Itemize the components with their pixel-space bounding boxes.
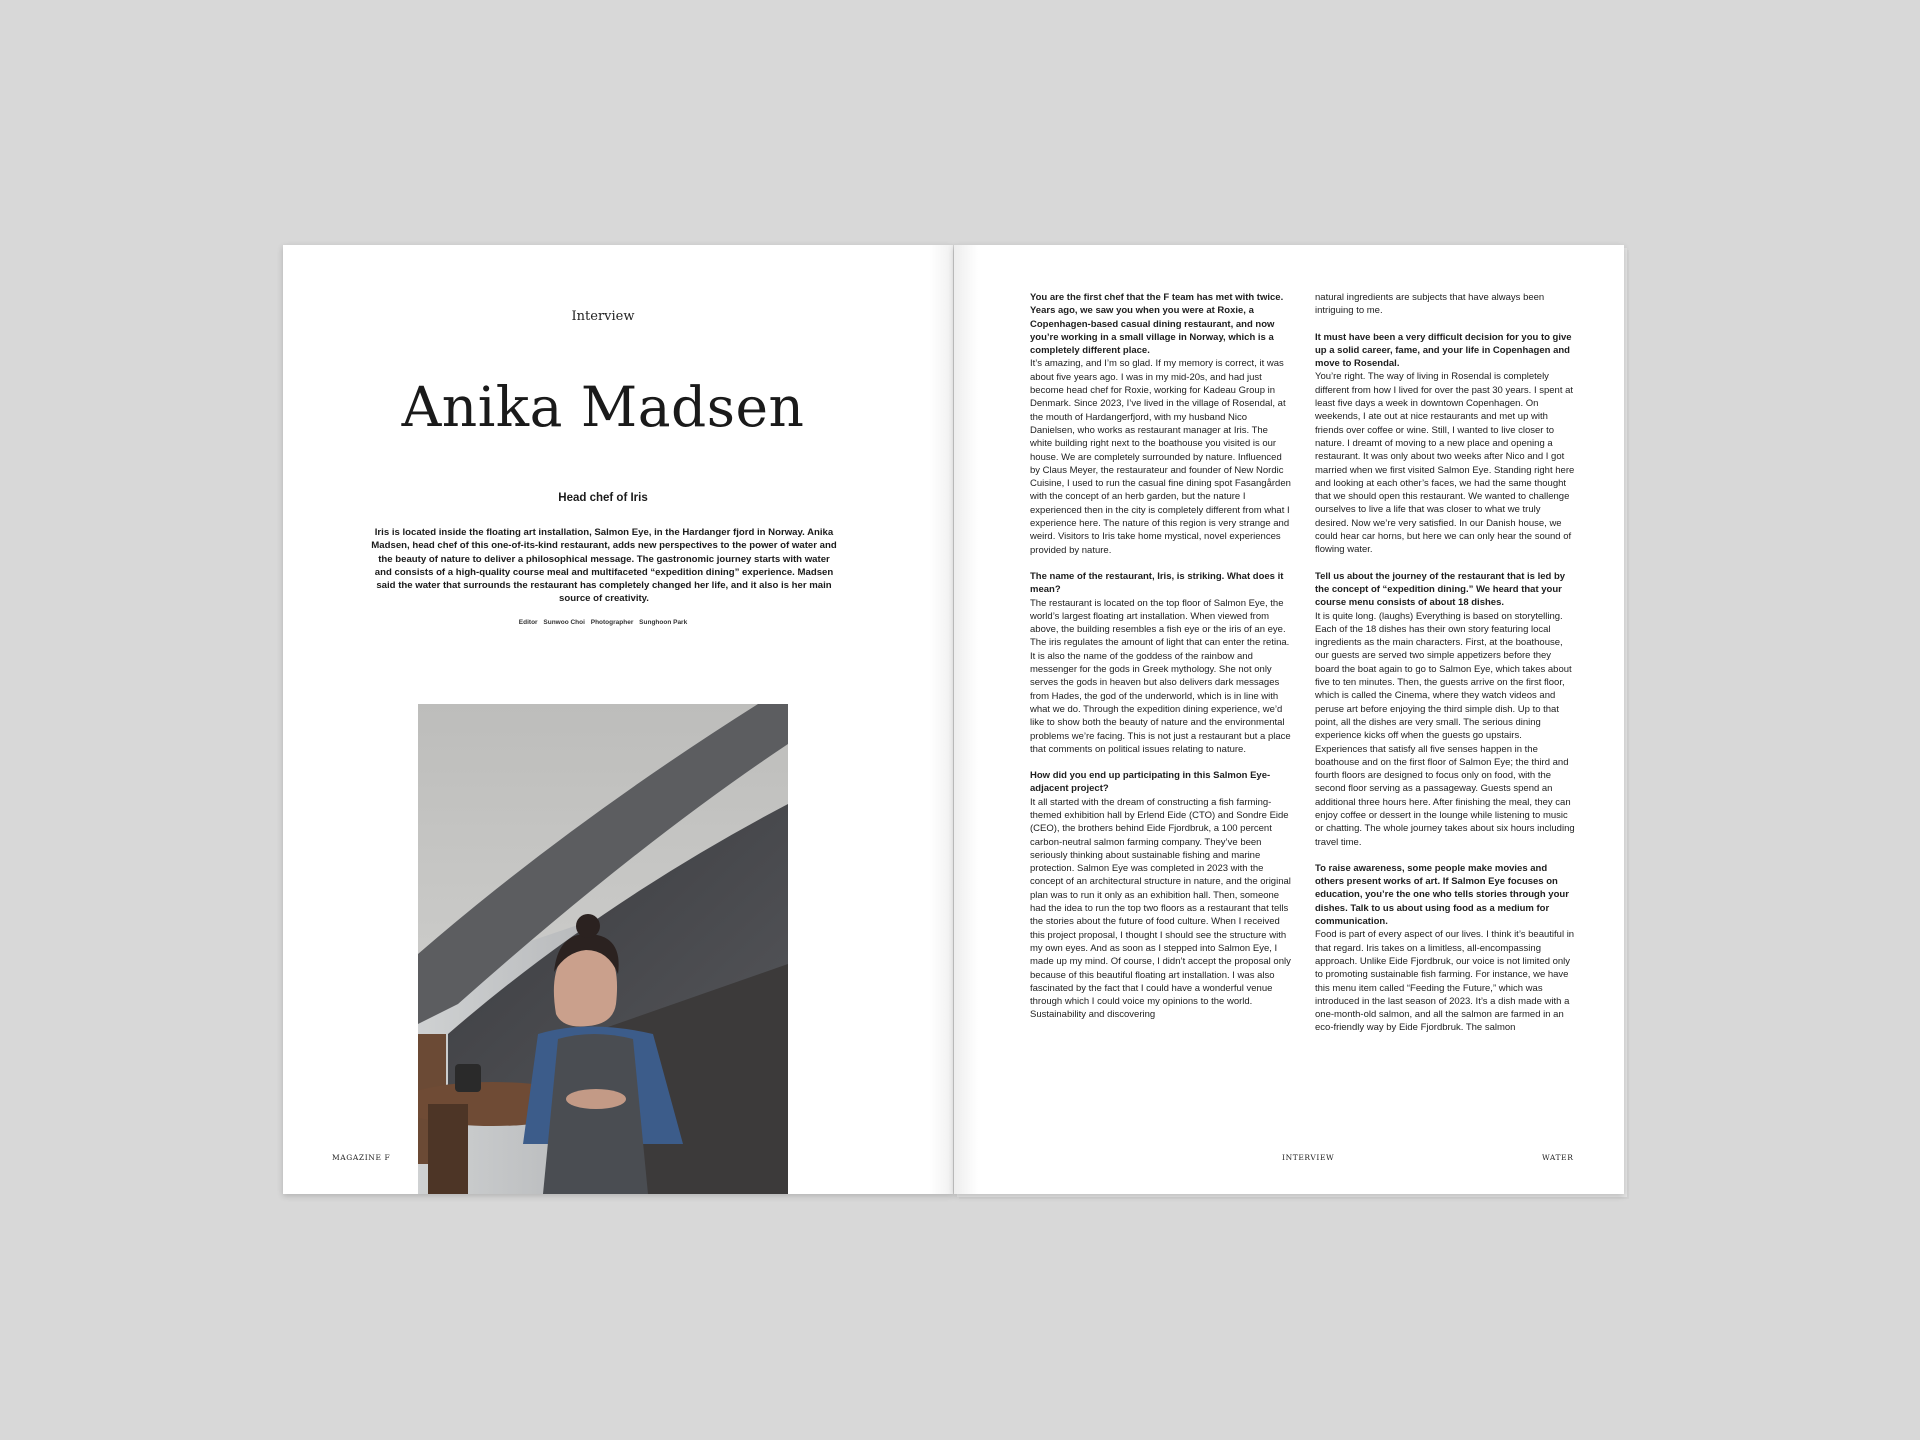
gutter-shadow xyxy=(929,245,953,1194)
interview-answer: It’s amazing, and I’m so glad. If my memory is correct, it was about five years ago. I was in my mid-20s, and had just become head chef for Roxie, working for Kadeau Group in Denmark. Since 2023, I’ve lived in the village of Rosendal, at the mouth of Hardangerfjord, with my husband Nico Danielsen, who works as restaurant manager at Iris. The white building right next to the boathouse you visited is our house. We are completely surrounded by nature. Influenced by Claus Meyer, the restaurateur and founder of New Nordic Cuisine, I used to run the casual fine dining spot Fasangården with the concept of an herb garden, but the nature I experienced then in the city is completely different from what I experience here. The nature of this region is very strange and weird. Visitors to Iris take home mystical, novel experiences provided by nature. xyxy=(1030,358,1291,556)
interview-answer: natural ingredients are subjects that have always been intriguing to me. xyxy=(1315,292,1545,317)
interview-answer: It is quite long. (laughs) Everything is based on storytelling. Each of the 18 dishes has their own story featuring local ingredients as the main characters. First, at the boathouse, our guests are served two simple appetizers before they board the boat again to go to Salmon Eye, which takes about five to ten minutes. Then, the guests arrive on the first floor, which is called the Cinema, where they watch videos and peruse art before enjoying the third simple dish. Up to that point, all the dishes are very small. The serious dining experience kicks off when the guests go upstairs. Experiences that satisfy all five senses happen in the boathouse and on the first floor of Salmon Eye; the third and fourth floors are designed to focus only on food, with the second floor serving as a passageway. Guests spend an additional three hours here. After finishing the meal, they can enjoy coffee or dessert in the lounge while listening to music or chatting. The whole journey takes about six hours including travel time. xyxy=(1315,610,1575,848)
qa-block xyxy=(1030,769,1292,1022)
interview-question: To raise awareness, some people make movies and others present works of art. If Salmon Eye focuses on education, you’re the one who tells stories through your dishes. Talk to us about using food as a medium for communication. xyxy=(1315,862,1569,928)
text-column-2 xyxy=(1315,291,1575,1048)
qa-block xyxy=(1315,862,1575,1035)
folio-section: INTERVIEW xyxy=(1282,1153,1335,1162)
left-page xyxy=(283,245,953,1194)
interview-question: Tell us about the journey of the restaurant that is led by the concept of “expedition dining.” We heard that your course menu consists of about 18 dishes. xyxy=(1315,570,1566,609)
gutter-shadow xyxy=(954,245,978,1194)
credits xyxy=(283,619,923,626)
qa-block xyxy=(1315,291,1575,318)
qa-block xyxy=(1315,331,1575,557)
folio-magazine: MAGAZINE F xyxy=(332,1153,391,1162)
folio-issue: WATER xyxy=(1542,1153,1574,1162)
qa-block xyxy=(1030,570,1292,756)
interview-question: How did you end up participating in this Salmon Eye-adjacent project? xyxy=(1030,770,1271,795)
qa-block xyxy=(1030,291,1292,557)
editor-name: Sunwoo Choi xyxy=(543,619,585,626)
editor-label: Editor xyxy=(518,619,538,626)
chef-portrait-photo xyxy=(418,704,788,1194)
interview-answer: It all started with the dream of constructing a fish farming-themed exhibition hall by Erlend Eide (CTO) and Sondre Eide (CEO), the brothers behind Eide Fjordbruk, a 100 percent carbon-neutral salmon farming company. They’ve been seriously thinking about sustainable fishing and marine protection. Salmon Eye was completed in 2023 with the concept of an architectural structure in nature, and the original plan was to run it only as an exhibition hall. Then, someone had the idea to run the top two floors as a restaurant that tells the stories about the future of food culture. When I received this project proposal, I thought I should see the structure with my own eyes. And as soon as I stepped into Salmon Eye, I made up my mind. Of course, I didn’t accept the proposal only because of this beautiful floating art installation. I was also fascinated by the fact that I could have a wonderful venue through which I could voice my opinions to the world. Sustainability and discovering xyxy=(1030,796,1291,1021)
qa-block xyxy=(1315,570,1575,849)
photographer-label: Photographer xyxy=(590,619,634,626)
interview-question: It must have been a very difficult decision for you to give up a solid career, fame, and your life in Copenhagen and move to Rosendal. xyxy=(1315,331,1572,370)
headline: Anika Madsen xyxy=(401,375,805,439)
interview-answer: The restaurant is located on the top floor of Salmon Eye, the world’s largest floating art installation. When viewed from above, the building resembles a fish eye or the iris of an eye. The iris regulates the amount of light that can enter the retina. It is also the name of the goddess of the rainbow and messenger for the gods in Greek mythology. She not only serves the gods in heaven but also delivers dark messages from Hades, the god of the underworld, which is in line with what we do. Through the expedition dining experience, we’d like to show both the beauty of nature and the environmental problems we’re facing. This is not just a restaurant but a place that comments on political issues relating to nature. xyxy=(1030,597,1291,755)
right-page xyxy=(954,245,1624,1194)
subhead: Head chef of Iris xyxy=(558,492,648,504)
interview-question: The name of the restaurant, Iris, is striking. What does it mean? xyxy=(1030,570,1284,596)
standfirst: Iris is located inside the floating art installation, Salmon Eye, in the Hardanger fjord in Norway. Anika Madsen, head chef of this one-of-its-kind restaurant, adds new perspectives to the power of water and the beauty of nature to deliver a philosophical message. The gastronomic journey starts with water and consists of a high-quality course meal and multifaceted “expedition dining” experience. Madsen said the water that surrounds the restaurant has completely changed her life, and it also is her main source of creativity. xyxy=(371,527,837,605)
interview-answer: Food is part of every aspect of our lives. I think it’s beautiful in that regard. Iris takes on a limitless, all-encompassing approach. Unlike Eide Fjordbruk, our voice is not limited only to promoting sustainable fish farming. For instance, we have this menu item called “Feeding the Future,” which was introduced in the last season of 2023. It’s a dish made with a one-month-old salmon, and all the salmon are farmed in an eco-friendly way by Eide Fjordbruk. The salmon xyxy=(1315,929,1575,1034)
section-label: Interview xyxy=(571,309,635,324)
magazine-spread xyxy=(283,245,1624,1194)
interview-question: You are the first chef that the F team has met with twice. Years ago, we saw you when you were at Roxie, a Copenhagen-based casual dining restaurant, and now you’re working in a small village in Norway, which is a completely different place. xyxy=(1030,292,1284,357)
text-column-1 xyxy=(1030,291,1292,1035)
interview-answer: You’re right. The way of living in Rosendal is completely different from how I lived for over the past 30 years. I spent at least five days a week in downtown Copenhagen. On weekends, I ate out at nice restaurants and met up with friends over coffee or wine. Still, I wanted to live closer to nature. I dreamt of moving to a new place and opening a restaurant. It was only about two weeks after Nico and I got married when we first visited Salmon Eye. Standing right here and looking at each other’s faces, we had the same thought that we should open this restaurant. We wanted to challenge ourselves to live a life that was closer to what we truly desired. Now we’re very satisfied. In our Danish house, we could hear car horns, but here we can only hear the sound of flowing water. xyxy=(1315,371,1575,556)
photographer-name: Sunghoon Park xyxy=(639,619,688,626)
